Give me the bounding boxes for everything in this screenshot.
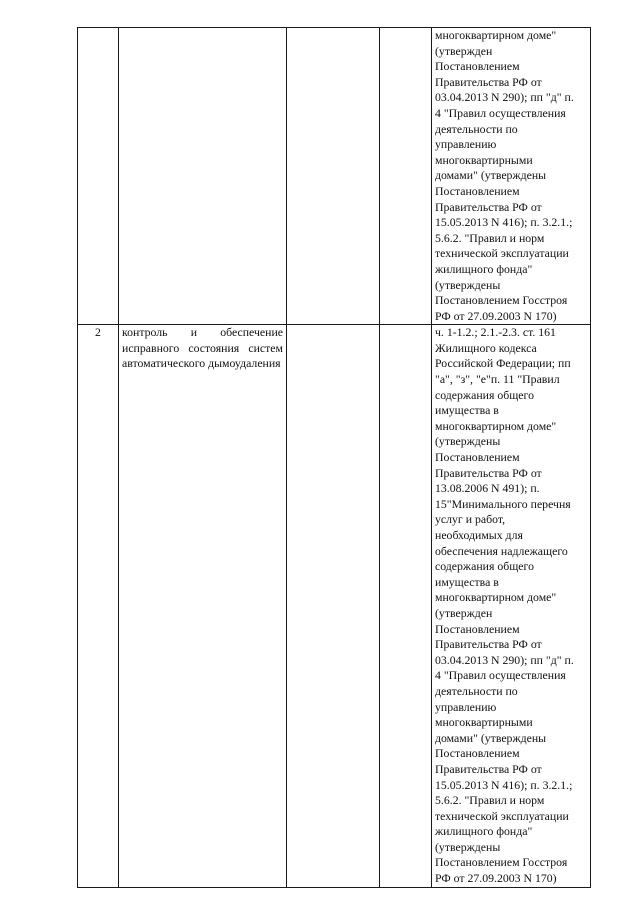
empty-cell xyxy=(287,28,380,325)
legal-basis-text: ч. 1-1.2.; 2.1.-2.3. ст. 161 Жилищного кодекса Российской Федерации; пп "а", "з", "е"п. 11 "Правил содержания общего имущества в многоквартирном доме" (утверждены Постановлением Правительства РФ от 13.08.2006 N 491); п. 15"Минимального перечня услуг и работ, необходимых для обеспечения надлежащего содержания общего имущества в многоквартирном доме" (утвержден Постановлением Правительства РФ от 03.04.2013 N 290); пп "д" п. 4 "Правил осуществления деятельности по управлению многоквартирными домами" (утверждены Постановлением Правительства РФ от 15.05.2013 N 416); п. 3.2.1.; 5.6.2. "Правил и норм технической эксплуатации жилищного фонда" (утверждены Постановлением Госстроя РФ от 27.09.2003 N 170) xyxy=(435,325,574,886)
legal-basis-text: многоквартирном доме" (утвержден Постановлением Правительства РФ от 03.04.2013 N 290); пп "д" п. 4 "Правил осуществления деятельности по управлению многоквартирными домами" (утверждены Постановлением Правительства РФ от 15.05.2013 N 416); п. 3.2.1.; 5.6.2. "Правил и норм технической эксплуатации жилищного фонда" (утверждены Постановлением Госстроя РФ от 27.09.2003 N 170) xyxy=(435,28,574,323)
requirements-table xyxy=(77,27,591,888)
empty-cell xyxy=(380,325,432,887)
empty-cell xyxy=(380,28,432,325)
row-number-cell xyxy=(78,28,119,325)
empty-cell xyxy=(287,325,380,887)
item-cell xyxy=(119,325,287,887)
legal-basis-cell xyxy=(432,28,591,325)
item-text: контроль и обеспечение исправного состояния систем автоматического дымоудаления xyxy=(122,325,283,371)
legal-basis-cell xyxy=(432,325,591,887)
table-row xyxy=(78,325,591,887)
table-row xyxy=(78,28,591,325)
item-cell xyxy=(119,28,287,325)
row-number-cell: 2 xyxy=(78,325,119,887)
